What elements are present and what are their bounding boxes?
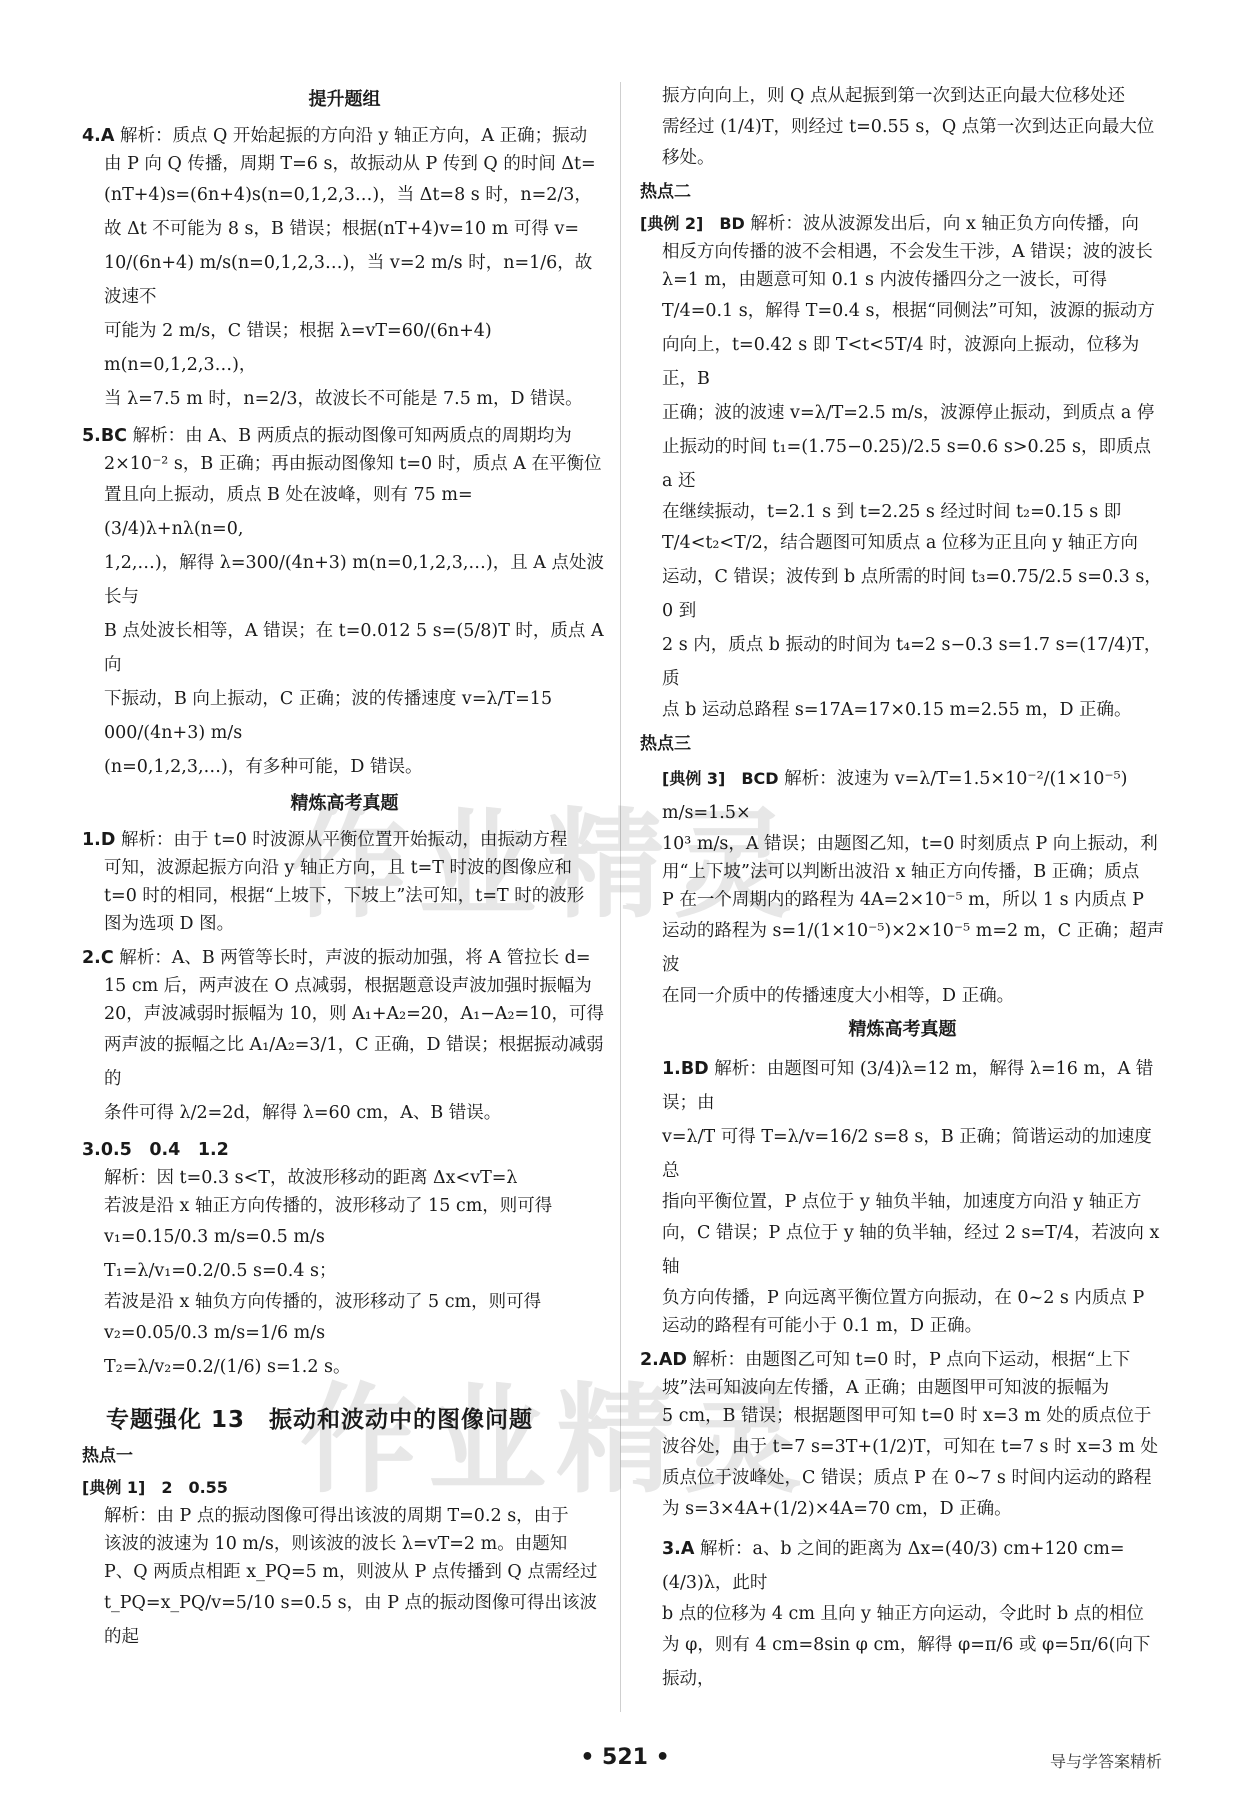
answer-line: 需经过 (1/4)T，则经过 t=0.55 s，Q 点第一次到达正向最大位 xyxy=(662,117,1155,137)
answer-label: 3.A xyxy=(662,1539,695,1559)
answer-line: t_PQ=x_PQ/v=5/10 s=0.5 s，由 P 点的振动图像可得出该波的起 xyxy=(104,1593,598,1647)
page-footer xyxy=(0,1745,1250,1785)
answer-line: 解析：由 A、B 两质点的振动图像可知两质点的周期均为 xyxy=(132,426,572,446)
answer-r1 xyxy=(640,1052,1165,1340)
answer-line: v₂=0.05/0.3 m/s=1/6 m/s xyxy=(104,1323,326,1343)
answer-r3 xyxy=(640,1532,1165,1696)
answer-line: 5 cm，B 错误；根据题图甲可知 t=0 时 x=3 m 处的质点位于 xyxy=(662,1406,1152,1426)
answer-line: P 在一个周期内的路程为 4A=2×10⁻⁵ m，所以 1 s 内质点 P xyxy=(662,890,1144,910)
section-title-gaokao: 精炼高考真题 xyxy=(290,793,399,814)
answer-g1 xyxy=(82,826,607,938)
answer-line: t=0 时的相同，根据“上坡下，下坡上”法可知，t=T 时的波形 xyxy=(104,886,585,906)
example-label: [典例 2] BD xyxy=(640,214,745,233)
answer-line: 可能为 2 m/s，C 错误；根据 λ=vT=60/(6n+4) m(n=0,1,2,3…)， xyxy=(104,321,492,375)
answer-line: 移处。 xyxy=(662,148,715,168)
answer-line: 若波是沿 x 轴正方向传播的，波形移动了 15 cm，则可得 xyxy=(104,1196,553,1216)
answer-line: 10³ m/s，A 错误；由题图乙知，t=0 时刻质点 P 向上振动，利 xyxy=(662,834,1158,854)
answer-label: 4.A xyxy=(82,126,115,146)
answer-line: 为 φ，则有 4 cm=8sin φ cm，解得 φ=π/6 或 φ=5π/6(向下振动， xyxy=(662,1635,1151,1689)
answer-line: 2×10⁻² s，B 正确；再由振动图像知 t=0 时，质点 A 在平衡位 xyxy=(104,454,602,474)
answer-line: 向，C 错误；P 点位于 y 轴的负半轴，经过 2 s=T/4，若波向 x 轴 xyxy=(662,1223,1160,1277)
hot-point-heading: 热点一 xyxy=(82,1446,133,1466)
book-brand: 导与学答案精析 xyxy=(1049,1752,1162,1771)
answer-line: 条件可得 λ/2=2d，解得 λ=60 cm，A、B 错误。 xyxy=(104,1103,502,1123)
answer-line: 波谷处，由于 t=7 s=3T+(1/2)T，可知在 t=7 s 时 x=3 m 处 xyxy=(662,1437,1159,1457)
answer-line: 下振动，B 向上振动，C 正确；波的传播速度 v=λ/T=15 000/(4n+3) m/s xyxy=(104,689,553,743)
answer-line: 质点位于波峰处，C 错误；质点 P 在 0~7 s 时间内运动的路程 xyxy=(662,1468,1152,1488)
example-1 xyxy=(82,1474,607,1654)
example-label: [典例 3] BCD xyxy=(662,769,779,788)
answer-line: 该波的波速为 10 m/s，则该波的波长 λ=vT=2 m。由题知 xyxy=(104,1534,568,1554)
answer-line: 为 s=3×4A+(1/2)×4A=70 cm，D 正确。 xyxy=(662,1499,1012,1519)
answer-line: 运动的路程为 s=1/(1×10⁻⁵)×2×10⁻⁵ m=2 m，C 正确；超声波 xyxy=(662,921,1165,975)
answer-line: 若波是沿 x 轴负方向传播的，波形移动了 5 cm，则可得 xyxy=(104,1292,542,1312)
answer-line: 故 Δt 不可能为 8 s，B 错误；根据(nT+4)v=10 m 可得 v= xyxy=(104,219,580,239)
example-2 xyxy=(640,210,1165,724)
left-column xyxy=(82,82,607,1660)
answer-line: b 点的位移为 4 cm 且向 y 轴正方向运动，令此时 b 点的相位 xyxy=(662,1604,1144,1624)
topic-title: 专题强化 13 振动和波动中的图像问题 xyxy=(106,1407,534,1433)
answer-line: λ=1 m，由题意可知 0.1 s 内波传播四分之一波长，可得 xyxy=(662,270,1108,290)
answer-line: (nT+4)s=(6n+4)s(n=0,1,2,3…)，当 Δt=8 s 时，n=2/3， xyxy=(104,185,592,205)
answer-line: 15 cm 后，两声波在 O 点减弱，根据题意设声波加强时振幅为 xyxy=(104,976,592,996)
answer-line: 解析：因 t=0.3 s<T，故波形移动的距离 Δx<vT=λ xyxy=(104,1168,518,1188)
answer-line: 置且向上振动，质点 B 处在波峰，则有 75 m=(3/4)λ+nλ(n=0, xyxy=(104,485,473,539)
answer-line: 解析：质点 Q 开始起振的方向沿 y 轴正方向，A 正确；振动 xyxy=(119,126,588,146)
answer-line: T/4=0.1 s，解得 T=0.4 s，根据“同侧法”可知，波源的振动方 xyxy=(662,301,1155,321)
answer-line: 用“上下坡”法可以判断出波沿 x 轴正方向传播，B 正确；质点 xyxy=(662,862,1140,882)
answer-5 xyxy=(82,422,607,784)
answer-label: 5.BC xyxy=(82,426,128,446)
example-label: [典例 1] 2 0.55 xyxy=(82,1478,228,1497)
answer-line: 止振动的时间 t₁=(1.75−0.25)/2.5 s=0.6 s>0.25 s，即质点 a 还 xyxy=(662,437,1151,491)
answer-line: 图为选项 D 图。 xyxy=(104,914,235,934)
column-divider xyxy=(620,82,621,1712)
answer-line: T₁=λ/v₁=0.2/0.5 s=0.4 s； xyxy=(104,1261,337,1281)
answer-line: 10/(6n+4) m/s(n=0,1,2,3…)，当 v=2 m/s 时，n=1/6，故波速不 xyxy=(104,253,593,307)
answer-line: T/4<t₂<T/2，结合题图可知质点 a 位移为正且向 y 轴正方向 xyxy=(662,533,1138,553)
answer-line: 解析：由题图可知 (3/4)λ=12 m，解得 λ=16 m，A 错误；由 xyxy=(662,1059,1154,1113)
answer-line: v=λ/T 可得 T=λ/v=16/2 s=8 s，B 正确；简谐运动的加速度总 xyxy=(662,1127,1152,1181)
hot-point-heading: 热点二 xyxy=(640,182,691,202)
answer-line: 解析：波速为 v=λ/T=1.5×10⁻²/(1×10⁻⁵) m/s=1.5× xyxy=(662,769,1128,823)
answer-label: 2.C xyxy=(82,948,114,968)
answer-line: P、Q 两质点相距 x_PQ=5 m，则波从 P 点传播到 Q 点需经过 xyxy=(104,1562,598,1582)
answer-line: 1,2,…)，解得 λ=300/(4n+3) m(n=0,1,2,3,…)，且 A 点处波长与 xyxy=(104,553,604,607)
answer-line: 在同一介质中的传播速度大小相等，D 正确。 xyxy=(662,986,1015,1006)
answer-4 xyxy=(82,122,607,416)
answer-label: 3.0.5 0.4 1.2 xyxy=(82,1140,229,1160)
answer-line: 解析：A、B 两管等长时，声波的振动加强，将 A 管拉长 d= xyxy=(119,948,591,968)
answer-line: 解析：由于 t=0 时波源从平衡位置开始振动，由振动方程 xyxy=(120,830,568,850)
right-column xyxy=(640,82,1165,1702)
example-3 xyxy=(640,762,1165,1010)
hot-point-heading: 热点三 xyxy=(640,734,691,754)
answer-line: 当 λ=7.5 m 时，n=2/3，故波长不可能是 7.5 m，D 错误。 xyxy=(104,389,583,409)
answer-line: 解析：由 P 点的振动图像可得出该波的周期 T=0.2 s，由于 xyxy=(104,1506,569,1526)
answer-line: 由 P 向 Q 传播，周期 T=6 s，故振动从 P 传到 Q 的时间 Δt= xyxy=(104,154,596,174)
answer-g2 xyxy=(82,944,607,1130)
answer-line: B 点处波长相等，A 错误；在 t=0.012 5 s=(5/8)T 时，质点 A 向 xyxy=(104,621,604,675)
answer-line: 正确；波的波速 v=λ/T=2.5 m/s，波源停止振动，到质点 a 停 xyxy=(662,403,1155,423)
answer-line: 运动的路程有可能小于 0.1 m，D 正确。 xyxy=(662,1316,983,1336)
page-number: • 521 • xyxy=(580,1745,670,1770)
answer-line: 可知，波源起振方向沿 y 轴正方向，且 t=T 时波的图像应和 xyxy=(104,858,573,878)
answer-line: 向向上，t=0.42 s 即 T<t<5T/4 时，波源向上振动，位移为正，B xyxy=(662,335,1140,389)
answer-line: T₂=λ/v₂=0.2/(1/6) s=1.2 s。 xyxy=(104,1357,351,1377)
answer-line: 20，声波减弱时振幅为 10，则 A₁+A₂=20，A₁−A₂=10，可得 xyxy=(104,1004,604,1024)
answer-r2 xyxy=(640,1346,1165,1526)
answer-line: 运动，C 错误；波传到 b 点所需的时间 t₃=0.75/2.5 s=0.3 s，0 到 xyxy=(662,567,1162,621)
answer-line: 解析：波从波源发出后，向 x 轴正负方向传播，向 xyxy=(750,214,1139,234)
example-1-continued xyxy=(640,82,1165,172)
answer-line: (n=0,1,2,3,…)，有多种可能，D 错误。 xyxy=(104,757,423,777)
answer-line: v₁=0.15/0.3 m/s=0.5 m/s xyxy=(104,1227,325,1247)
section-title-gaokao: 精炼高考真题 xyxy=(848,1019,957,1040)
answer-line: 解析：a、b 之间的距离为 Δx=(40/3) cm+120 cm=(4/3)λ，此时 xyxy=(662,1539,1125,1593)
answer-line: 两声波的振幅之比 A₁/A₂=3/1，C 正确，D 错误；根据振动减弱的 xyxy=(104,1035,604,1089)
answer-label: 1.D xyxy=(82,830,116,850)
answer-line: 振方向向上，则 Q 点从起振到第一次到达正向最大位移处还 xyxy=(662,86,1125,106)
answer-line: 2 s 内，质点 b 振动的时间为 t₄=2 s−0.3 s=1.7 s=(17/4)T，质 xyxy=(662,635,1162,689)
answer-line: 指向平衡位置，P 点位于 y 轴负半轴，加速度方向沿 y 轴正方 xyxy=(662,1192,1142,1212)
answer-label: 1.BD xyxy=(662,1059,709,1079)
answer-label: 2.AD xyxy=(640,1350,687,1370)
answer-line: 负方向传播，P 向远离平衡位置方向振动，在 0~2 s 内质点 P xyxy=(662,1288,1145,1308)
section-title-improve: 提升题组 xyxy=(308,89,381,110)
answer-line: 相反方向传播的波不会相遇，不会发生干涉，A 错误；波的波长 xyxy=(662,242,1153,262)
answer-line: 解析：由题图乙可知 t=0 时，P 点向下运动，根据“上下 xyxy=(692,1350,1131,1370)
answer-line: 在继续振动，t=2.1 s 到 t=2.25 s 经过时间 t₂=0.15 s 即 xyxy=(662,502,1122,522)
answer-line: 坡”法可知波向左传播，A 正确；由题图甲可知波的振幅为 xyxy=(662,1378,1110,1398)
answer-g3 xyxy=(82,1136,607,1384)
answer-line: 点 b 运动总路程 s=17A=17×0.15 m=2.55 m，D 正确。 xyxy=(662,700,1132,720)
